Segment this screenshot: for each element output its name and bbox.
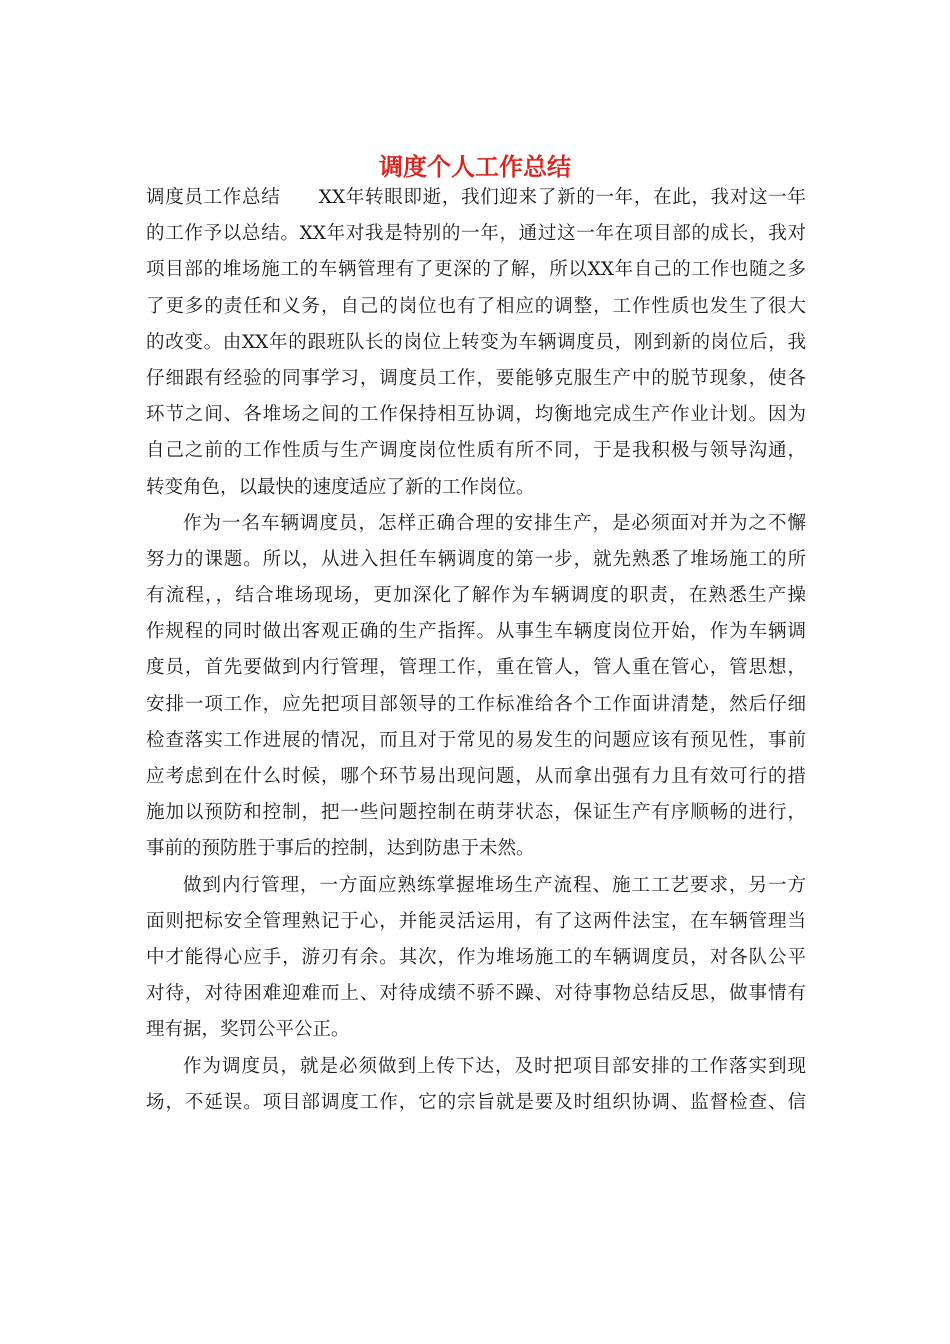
text-line: 中才能得心应手，游刃有余。其次，作为堆场施工的车辆调度员，对各队公平 [146, 946, 806, 968]
text-line: 仔细跟有经验的同事学习，调度员工作，要能够克服生产中的脱节现象，使各 [146, 367, 806, 389]
text-line: 施加以预防和控制，把一些问题控制在萌芽状态，保证生产有序顺畅的进行， [146, 802, 806, 824]
document-body [146, 168, 806, 1121]
text-line: 自己之前的工作性质与生产调度岗位性质有所不同，于是我积极与领导沟通， [146, 440, 806, 462]
text-line: 应考虑到在什么时候，哪个环节易出现问题，从而拿出强有力且有效可行的措 [146, 766, 806, 787]
text-line: 努力的课题。所以，从进入担任车辆调度的第一步，就先熟悉了堆场施工的所 [146, 548, 806, 570]
text-line: 作规程的同时做出客观正确的生产指挥。从事生车辆度岗位开始，作为车辆调 [146, 621, 806, 643]
text-line: 的工作予以总结。XX年对我是特别的一年，通过这一年在项目部的成长，我对 [146, 223, 806, 245]
text-line: 做到内行管理，一方面应熟练掌握堆场生产流程、施工工艺要求，另一方 [183, 874, 806, 896]
text-line: 理有据，奖罚公平公正。 [146, 1019, 350, 1041]
document-title: 调度个人工作总结 [379, 152, 571, 181]
text-line: 转变角色，以最快的速度适应了新的工作岗位。 [146, 476, 535, 498]
text-line: 安排一项工作，应先把项目部领导的工作标准给各个工作面讲清楚，然后仔细 [146, 693, 806, 715]
text-line: 作为一名车辆调度员，怎样正确合理的安排生产，是必须面对并为之不懈 [183, 512, 806, 534]
text-line: 事前的预防胜于事后的控制，达到防患于未然。 [146, 838, 535, 860]
text-line: 对待，对待困难迎难而上、对待成绩不骄不躁、对待事物总结反思，做事情有 [146, 983, 806, 1005]
text-line: 项目部的堆场施工的车辆管理有了更深的了解，所以XX年自己的工作也随之多 [146, 259, 806, 281]
text-line: 检查落实工作进展的情况，而且对于常见的易发生的问题应该有预见性，事前 [146, 729, 806, 751]
text-line: 度员，首先要做到内行管理，管理工作，重在管人，管人重在管心，管思想， [146, 657, 806, 679]
text-line: 环节之间、各堆场之间的工作保持相互协调，均衡地完成生产作业计划。因为 [146, 404, 806, 426]
text-line: 了更多的责任和义务，自己的岗位也有了相应的调整，工作性质也发生了很大 [146, 295, 806, 317]
text-line: 有流程，，结合堆场现场，更加深化了解作为车辆调度的职责，在熟悉生产操 [146, 585, 806, 607]
text-line: 面则把标安全管理熟记于心，并能灵活运用，有了这两件法宝，在车辆管理当 [146, 910, 806, 932]
text-line: 场，不延误。项目部调度工作，它的宗旨就是要及时组织协调、监督检查、信 [146, 1091, 806, 1113]
text-line: 作为调度员，就是必须做到上传下达，及时把项目部安排的工作落实到现 [183, 1055, 806, 1077]
text-line: 的改变。由XX年的跟班队长的岗位上转变为车辆调度员，刚到新的岗位后，我 [146, 331, 806, 353]
text-line: 调度员工作总结 XX年转眼即逝，我们迎来了新的一年，在此，我对这一年 [146, 187, 806, 208]
